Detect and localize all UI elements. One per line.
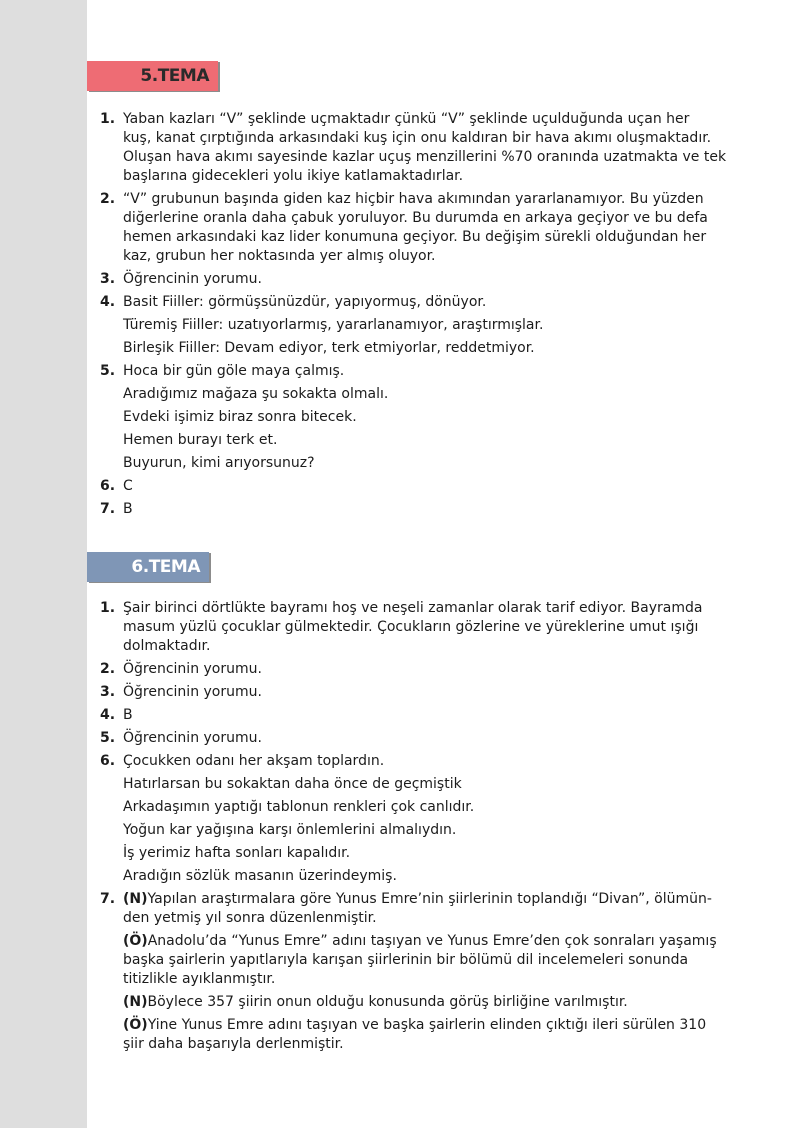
- answer-item: [100, 362, 750, 381]
- answer-line: Oluşan hava akımı sayesinde kazlar uçuş menzillerini %70 oranında uzatmakta ve tek: [123, 149, 727, 165]
- answer-body: [123, 599, 750, 656]
- answer-item: [100, 660, 750, 679]
- answer-subline: Evdeki işimiz biraz sonra bitecek.: [123, 409, 357, 425]
- answer-line: Böylece 357 şiirin onun olduğu konusunda görüş birliğine varılmıştır.: [147, 994, 628, 1010]
- answer-item: [100, 683, 750, 702]
- answer-paragraph: [123, 1016, 750, 1054]
- answer-number: 3.: [100, 271, 116, 287]
- answer-subline: Hemen burayı terk et.: [123, 432, 278, 448]
- answer-line: Hoca bir gün göle maya çalmış.: [123, 363, 345, 379]
- answer-number: 6.: [100, 478, 116, 494]
- answer-paragraph: [123, 890, 750, 928]
- answer-line: titizlikle ayıklanmıştır.: [123, 971, 276, 987]
- answer-number: 7.: [100, 891, 116, 907]
- answer-number: 5.: [100, 363, 116, 379]
- section-title-tema5: 5.TEMA: [87, 61, 218, 91]
- answer-subline: Yoğun kar yağışına karşı önlemlerini almalıydın.: [123, 822, 457, 838]
- answer-line: kuş, kanat çırptığında arkasındaki kuş için onu kaldıran bir hava akımı oluşmaktadır.: [123, 130, 712, 146]
- answer-subline: Aradığın sözlük masanın üzerindeymiş.: [123, 868, 397, 884]
- answer-tag: (N): [123, 994, 148, 1010]
- answer-number: 7.: [100, 501, 116, 517]
- answer-item: [100, 500, 750, 519]
- answer-line: dolmaktadır.: [123, 638, 211, 654]
- answer-subline: Arkadaşımın yaptığı tablonun renkleri çok canlıdır.: [123, 799, 475, 815]
- answer-tag: (Ö): [123, 933, 148, 949]
- page-margin-bar: [0, 0, 87, 1128]
- answer-item: [100, 293, 750, 312]
- answer-item: [100, 110, 750, 186]
- answer-line: başka şairlerin yapıtlarıyla karışan şiirlerinin bir bölümü dil incelemeleri sonunda: [123, 952, 689, 968]
- answer-item: [100, 599, 750, 656]
- answer-body: [123, 190, 750, 266]
- answer-tag: (Ö): [123, 1017, 148, 1033]
- answer-line: B: [123, 501, 133, 517]
- answer-body: [123, 706, 750, 725]
- answer-number: 4.: [100, 707, 116, 723]
- answer-body: [123, 729, 750, 748]
- answer-item: [100, 729, 750, 748]
- answer-body: [123, 362, 750, 381]
- answer-number: 3.: [100, 684, 116, 700]
- answer-body: [123, 890, 750, 1054]
- answer-line: Anadolu’da “Yunus Emre” adını taşıyan ve Yunus Emre’den çok sonraları yaşamış: [147, 933, 717, 949]
- answer-list-tema5: [100, 110, 750, 523]
- answer-line: Öğrencinin yorumu.: [123, 661, 262, 677]
- section-title-tema6: 6.TEMA: [87, 552, 209, 582]
- answer-line: den yetmiş yıl sonra düzenlenmiştir.: [123, 910, 377, 926]
- answer-body: [123, 477, 750, 496]
- answer-tag: (N): [123, 891, 148, 907]
- answer-paragraph: [123, 993, 750, 1012]
- answer-line: Öğrencinin yorumu.: [123, 271, 262, 287]
- answer-line: Öğrencinin yorumu.: [123, 730, 262, 746]
- answer-number: 1.: [100, 600, 116, 616]
- answer-line: Yapılan araştırmalara göre Yunus Emre’nin şiirlerinin toplandığı “Divan”, ölümün-: [147, 891, 712, 907]
- answer-line: Basit Fiiller: görmüşsünüzdür, yapıyormuş, dönüyor.: [123, 294, 487, 310]
- answer-line: Çocukken odanı her akşam toplardın.: [123, 753, 385, 769]
- answer-body: [123, 293, 750, 312]
- answer-subline: Aradığımız mağaza şu sokakta olmalı.: [123, 386, 389, 402]
- answer-subline: Buyurun, kimi arıyorsunuz?: [123, 455, 315, 471]
- answer-number: 6.: [100, 753, 116, 769]
- answer-subline: İş yerimiz hafta sonları kapalıdır.: [123, 845, 351, 861]
- answer-number: 2.: [100, 661, 116, 677]
- answer-line: diğerlerine oranla daha çabuk yoruluyor. Bu durumda en arkaya geçiyor ve bu defa: [123, 210, 708, 226]
- answer-body: [123, 752, 750, 771]
- answer-number: 4.: [100, 294, 116, 310]
- answer-line: masum yüzlü çocuklar gülmektedir. Çocukların gözlerine ve yüreklerine umut ışığı: [123, 619, 699, 635]
- answer-line: C: [123, 478, 133, 494]
- answer-line: Yaban kazları “V” şeklinde uçmaktadır çünkü “V” şeklinde uçulduğunda uçan her: [123, 111, 690, 127]
- answer-subline: Hatırlarsan bu sokaktan daha önce de geçmiştik: [123, 776, 462, 792]
- answer-line: Yine Yunus Emre adını taşıyan ve başka şairlerin elinden çıktığı ileri sürülen 310: [147, 1017, 707, 1033]
- answer-number: 2.: [100, 191, 116, 207]
- answer-line: “V” grubunun başında giden kaz hiçbir hava akımından yararlanamıyor. Bu yüzden: [123, 191, 704, 207]
- answer-line: başlarına gidecekleri yolu ikiye katlamaktadırlar.: [123, 168, 464, 184]
- answer-line: Öğrencinin yorumu.: [123, 684, 262, 700]
- answer-item: [100, 752, 750, 771]
- answer-item: [100, 477, 750, 496]
- answer-number: 1.: [100, 111, 116, 127]
- answer-item: [100, 890, 750, 1054]
- answer-line: B: [123, 707, 133, 723]
- answer-list-tema6: [100, 599, 750, 1058]
- answer-body: [123, 110, 750, 186]
- answer-item: [100, 190, 750, 266]
- answer-subline: Birleşik Fiiller: Devam ediyor, terk etmiyorlar, reddetmiyor.: [123, 340, 535, 356]
- answer-line: Şair birinci dörtlükte bayramı hoş ve neşeli zamanlar olarak tarif ediyor. Bayramda: [123, 600, 703, 616]
- answer-body: [123, 660, 750, 679]
- answer-body: [123, 500, 750, 519]
- answer-item: [100, 270, 750, 289]
- answer-number: 5.: [100, 730, 116, 746]
- answer-subline: Türemiş Fiiller: uzatıyorlarmış, yararlanamıyor, araştırmışlar.: [123, 317, 544, 333]
- answer-paragraph: [123, 932, 750, 989]
- answer-line: kaz, grubun her noktasında yer almış oluyor.: [123, 248, 436, 264]
- answer-line: şiir daha başarıyla derlenmiştir.: [123, 1036, 344, 1052]
- answer-item: [100, 706, 750, 725]
- answer-body: [123, 683, 750, 702]
- answer-body: [123, 270, 750, 289]
- answer-line: hemen arkasındaki kaz lider konumuna geçiyor. Bu değişim sürekli olduğundan her: [123, 229, 707, 245]
